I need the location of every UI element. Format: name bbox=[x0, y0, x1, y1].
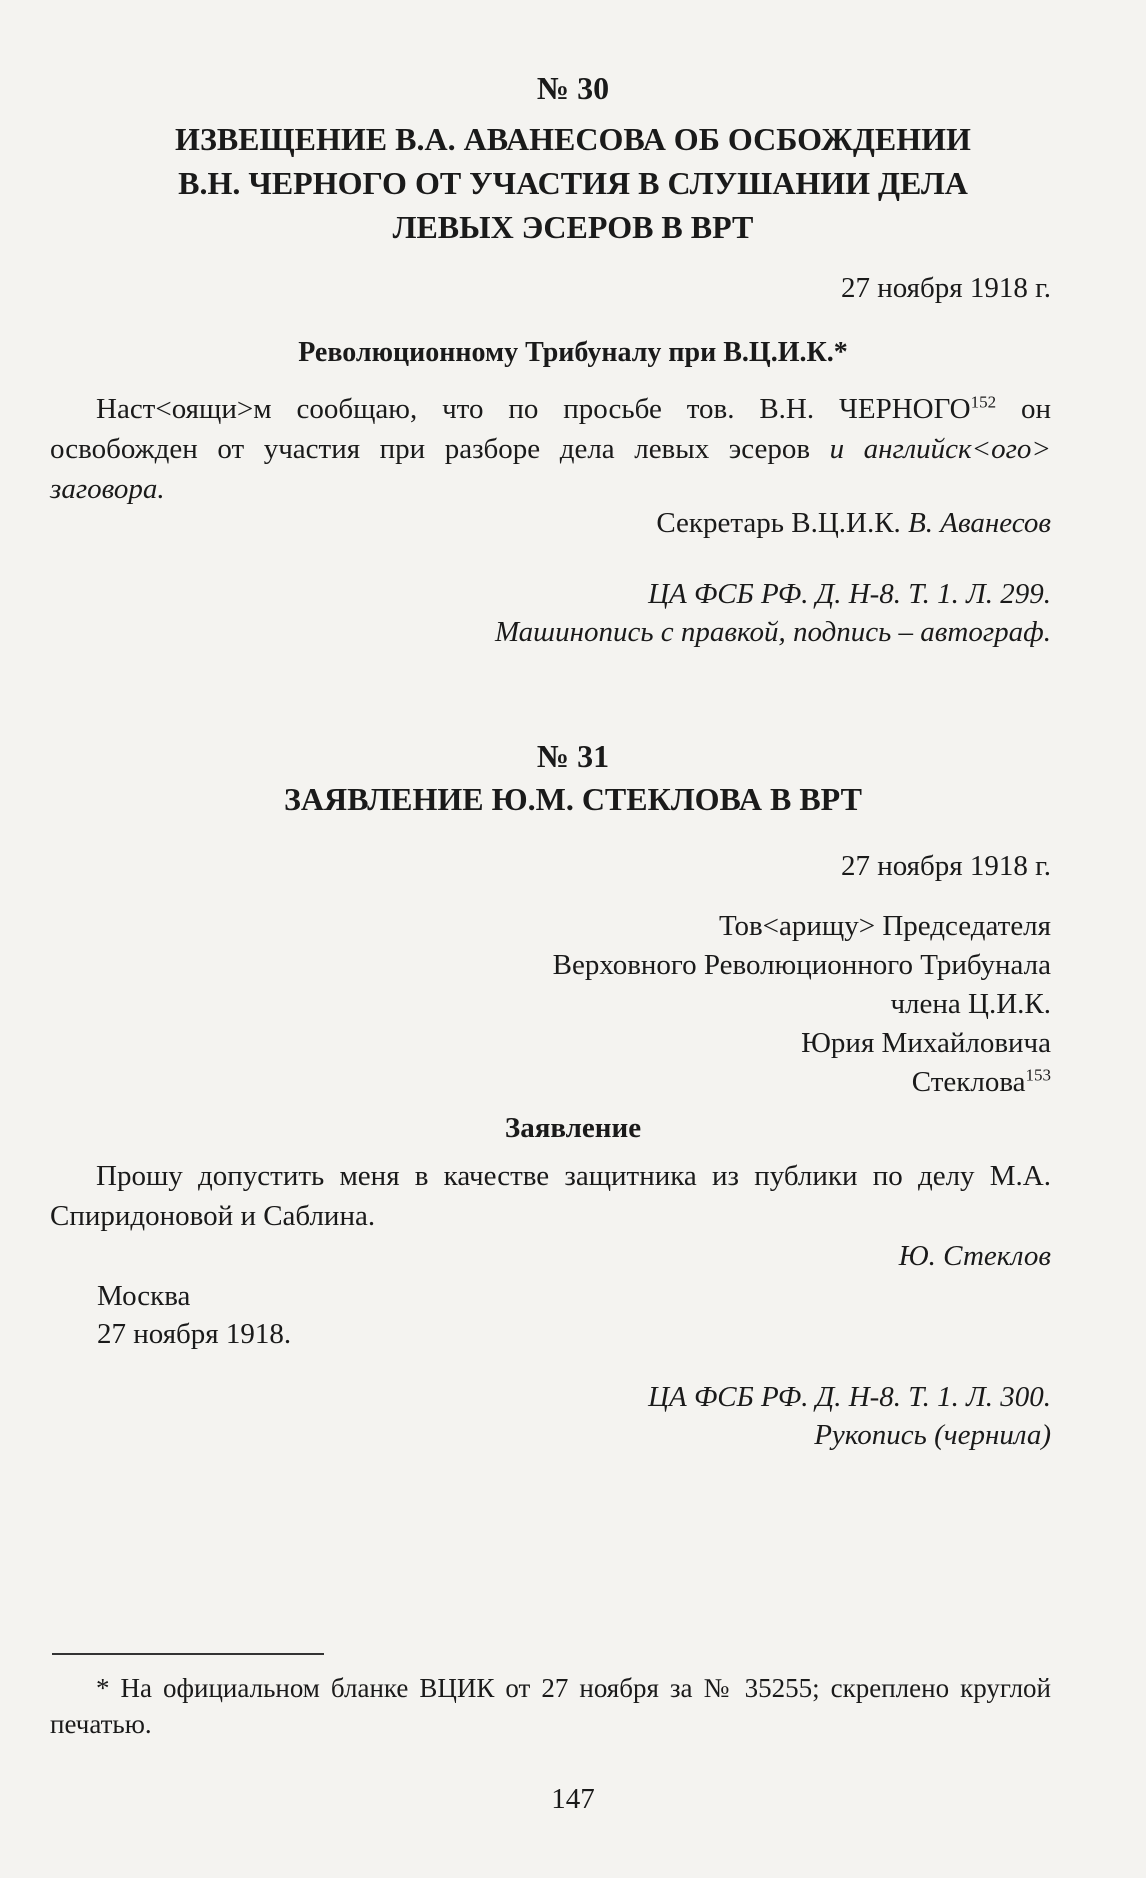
doc31-addressee-line-5 bbox=[553, 1063, 1051, 1102]
doc31-number: № 31 bbox=[536, 738, 610, 774]
doc31-heading: Заявление bbox=[504, 1112, 642, 1144]
page-number: 147 bbox=[551, 1783, 595, 1815]
doc31-title: ЗАЯВЛЕНИЕ Ю.М. СТЕКЛОВА В ВРТ bbox=[284, 781, 862, 817]
doc31-addressee-line-1: Тов<арищу> Председателя bbox=[718, 910, 1051, 942]
doc30-title-line-2: В.Н. ЧЕРНОГО ОТ УЧАСТИЯ В СЛУШАНИИ ДЕЛА bbox=[178, 165, 968, 201]
doc31-addressee bbox=[553, 907, 1051, 1102]
doc30-body-start: Наст<оящи>м сообщаю, что по просьбе тов. В.Н. ЧЕРНОГО bbox=[96, 393, 971, 425]
doc30-number: № 30 bbox=[536, 70, 610, 106]
doc31-addressee-line-3: члена Ц.И.К. bbox=[890, 988, 1051, 1020]
doc30-body-end: он освобожден от участия при разборе дела левых эсеров bbox=[50, 393, 1051, 465]
doc31-date: 27 ноября 1918 г. bbox=[840, 850, 1051, 882]
doc31-addressee-name: Стеклова bbox=[911, 1066, 1026, 1098]
doc30-body bbox=[50, 389, 1051, 509]
doc31-note: Рукопись (чернила) bbox=[814, 1419, 1051, 1451]
doc31-addressee-line-4: Юрия Михайловича bbox=[801, 1027, 1051, 1059]
footnote-ref-152: 152 bbox=[970, 392, 997, 412]
doc30-title-line-3: ЛЕВЫХ ЭСЕРОВ В ВРТ bbox=[392, 209, 754, 245]
doc30-title bbox=[0, 117, 1146, 249]
footnote-divider bbox=[52, 1653, 324, 1655]
doc30-note: Машинопись с правкой, подпись – автограф. bbox=[494, 616, 1051, 648]
doc31-archive: ЦА ФСБ РФ. Д. Н-8. Т. 1. Л. 300. bbox=[648, 1381, 1051, 1413]
doc31-place-date bbox=[97, 1277, 291, 1353]
doc30-title-line-1: ИЗВЕЩЕНИЕ В.А. АВАНЕСОВА ОБ ОСБОЖДЕНИИ bbox=[175, 121, 971, 157]
doc30-body-italic: и английск<ого> заговора. bbox=[50, 433, 1051, 505]
doc31-date-written: 27 ноября 1918. bbox=[97, 1318, 292, 1350]
doc30-date: 27 ноября 1918 г. bbox=[840, 272, 1051, 304]
doc31-addressee-line-2: Верховного Революционного Трибунала bbox=[552, 949, 1051, 981]
doc30-signature-name: В. Аванесов bbox=[908, 507, 1051, 539]
doc31-body: Прошу допустить меня в качестве защитника из публики по делу М.А. Спиридоновой и Саблина. bbox=[50, 1160, 1051, 1232]
footnote-text: * На официальном бланке ВЦИК от 27 ноября за № 35255; скреплено круглой печатью. bbox=[50, 1673, 1051, 1739]
footnote-ref-153: 153 bbox=[1025, 1065, 1051, 1085]
doc30-signature-label: Секретарь В.Ц.И.К. bbox=[656, 507, 909, 539]
doc31-signature: Ю. Стеклов bbox=[898, 1240, 1051, 1272]
doc30-addressee: Революционному Трибуналу при В.Ц.И.К.* bbox=[298, 337, 848, 368]
doc30-archive: ЦА ФСБ РФ. Д. Н-8. Т. 1. Л. 299. bbox=[648, 578, 1051, 610]
doc30-signature bbox=[656, 507, 1051, 540]
doc31-place: Москва bbox=[97, 1280, 191, 1312]
